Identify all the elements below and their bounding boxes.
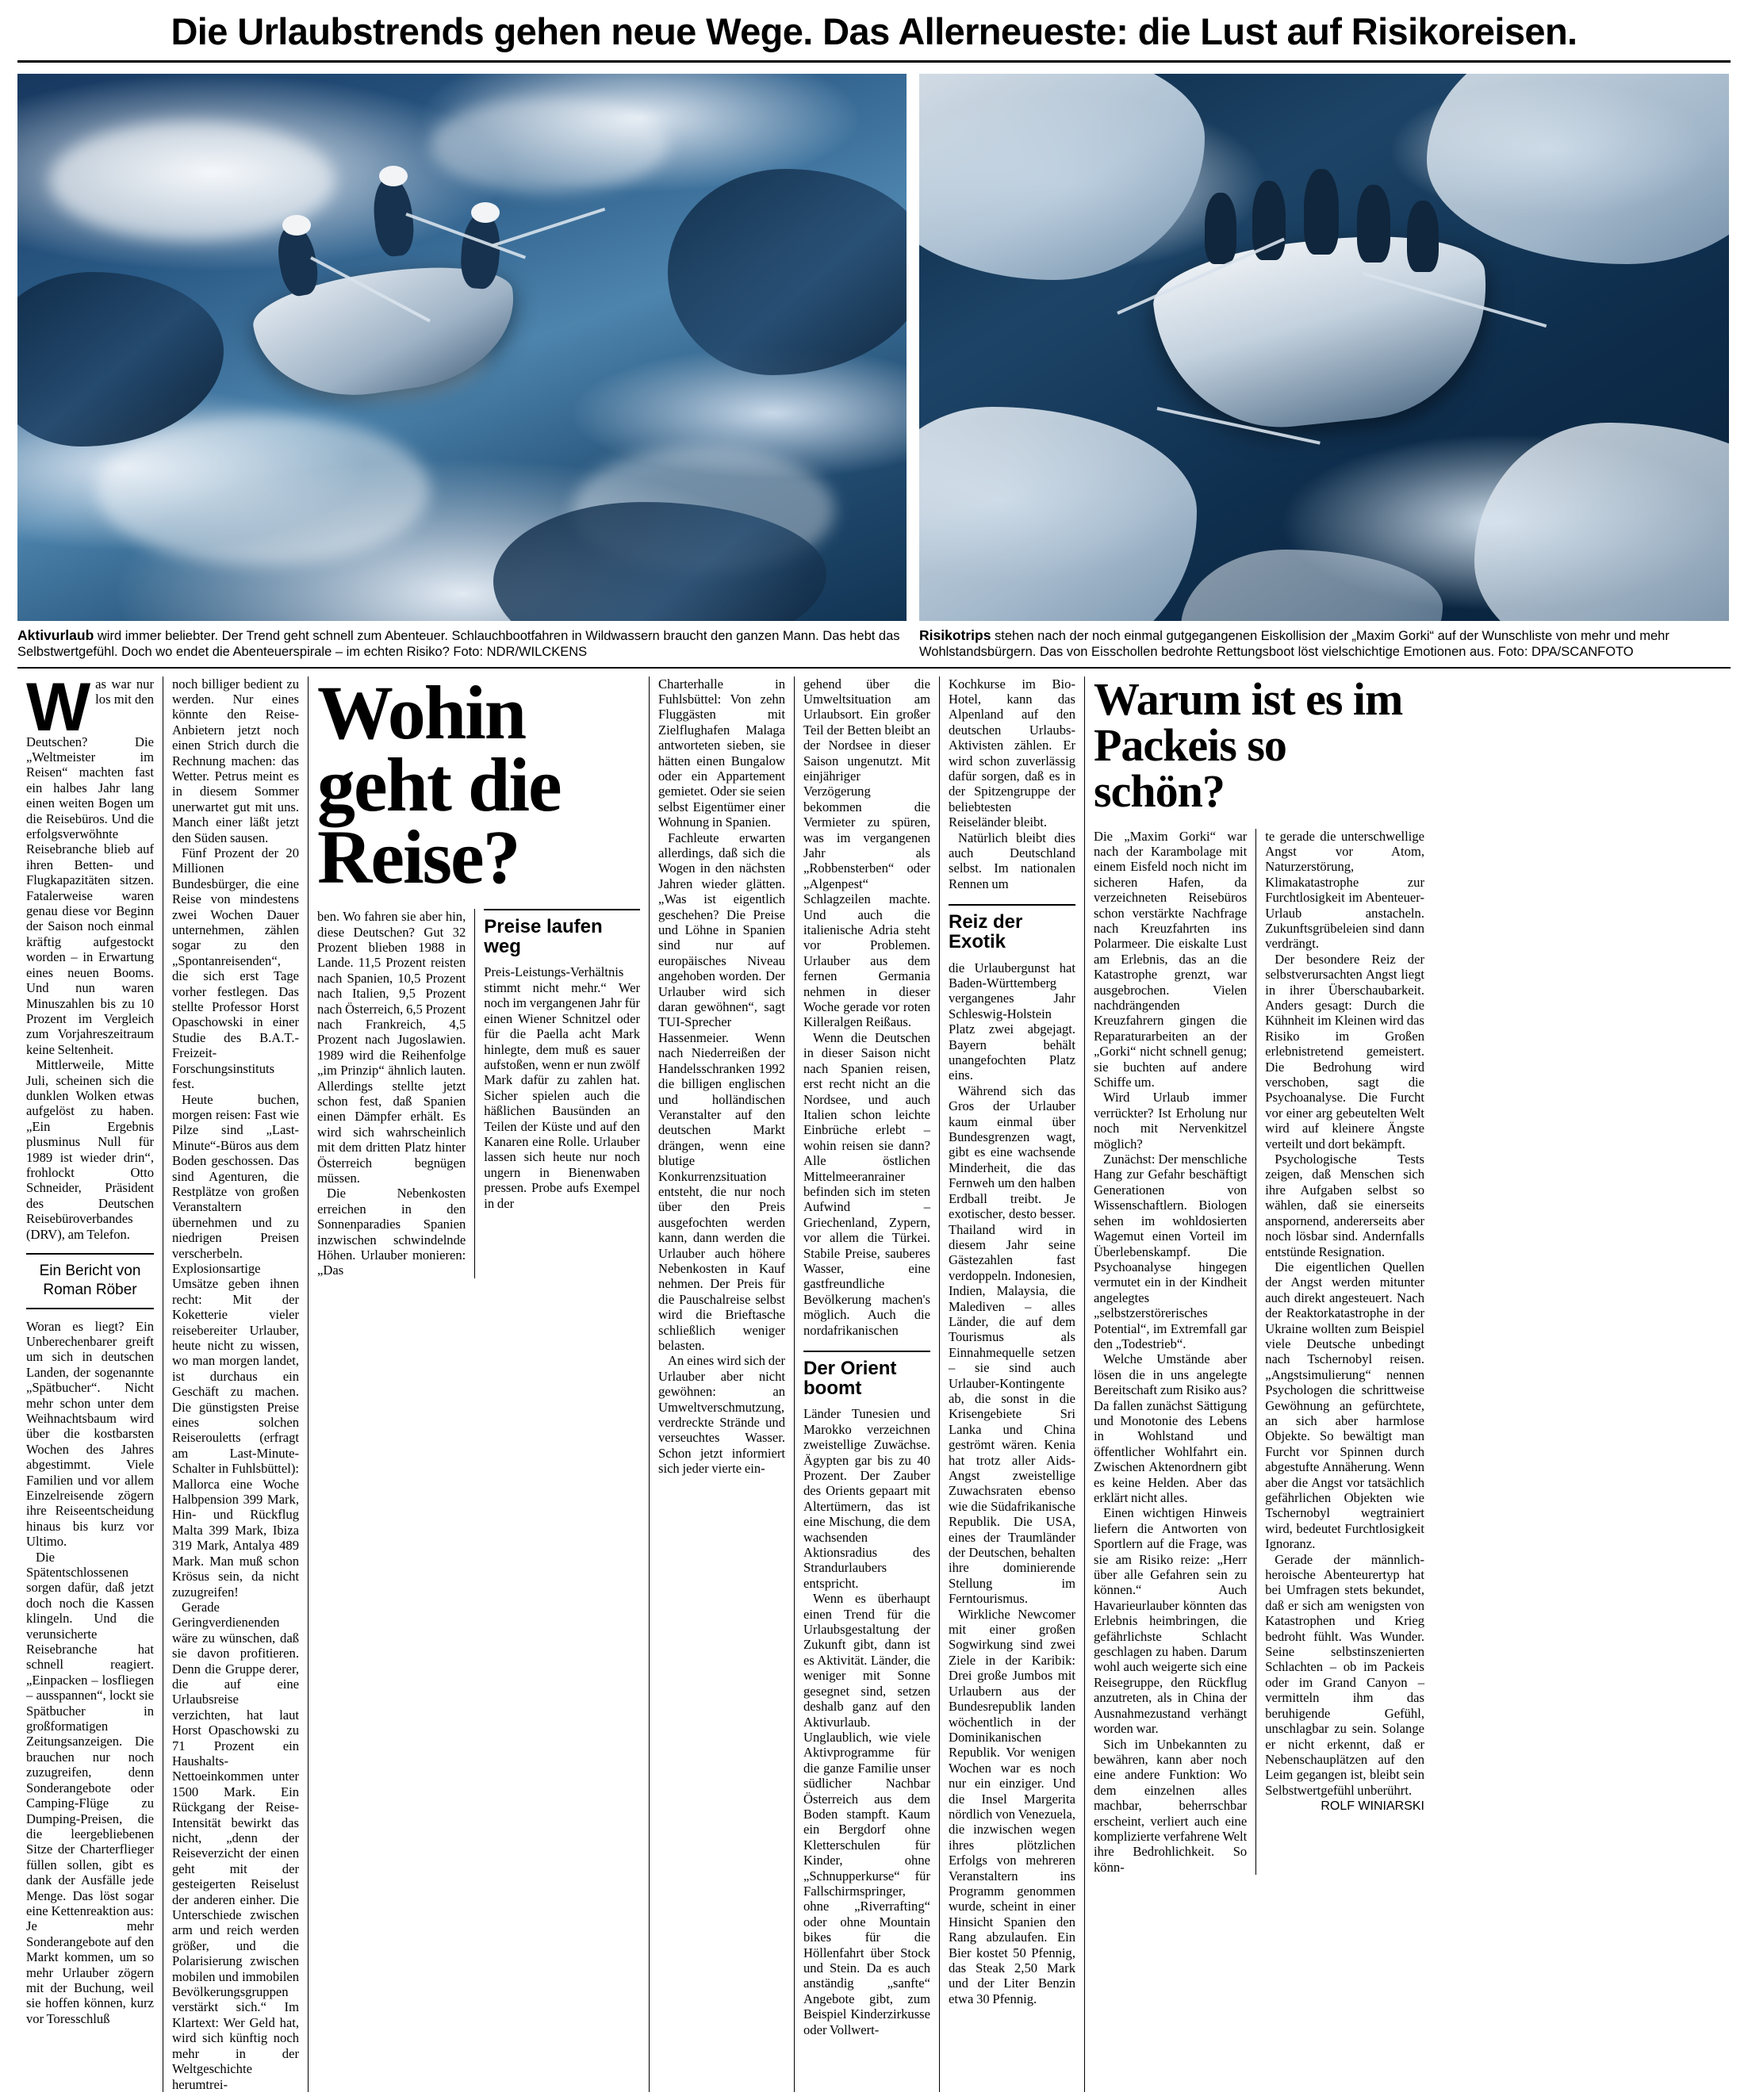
lifeboat-photo-block — [919, 74, 1729, 621]
text-column-1 — [17, 669, 163, 2092]
text-column-3 — [308, 669, 649, 2092]
paragraph: Woran es liegt? Ein Unberechenbarer greift um sich in deutschen Landen, der sogenannte „Spätbucher“. Nicht mehr schon unter dem Weihnachtsbaum wird über die kostbarsten Wochen des Jahres abgestimmt. Viele Familien und vor allem Einzelreisende zögern ihre Reiseentscheidung hinaus bis kurz vor Ultimo. — [26, 1318, 154, 1550]
rafting-caption-lead: Aktivurlaub — [17, 627, 94, 643]
paragraph: gehend über die Umweltsituation am Urlaubsort. Ein großer Teil der Betten bleibt an der Nordsee in dieser Saison ungenutzt. Mit einjähriger Verzögerung bekommen die Vermieter zu spüren, was im vergangenen Jahr als „Robbensterben“ oder „Algenpest“ Schlagzeilen machte. Und auch die italienische Adria steht vor Problemen. Urlauber aus dem fernen Germania nehmen in dieser Woche gerade vor roten Killeralgen Reißaus. — [803, 676, 930, 1030]
author-signature: ROLF WINIARSKI — [1321, 1799, 1424, 1814]
paragraph: Wirkliche Newcomer mit einer großen Sogwirkung sind zwei Ziele in der Karibik: Drei große Jumbos mit Urlaubern aus der Bundesrepublik landen wöchentlich in der Dominikanischen Republik. Vor wenigen Wochen war es noch nur ein einziger. Und die Insel Margerita nördlich von Venezuela, die inzwischen wegen ihres plötzlichen Erfolgs von mehreren Veranstaltern ins Programm genommen wurde, scheint in einer Hinsicht Spanien den Rang abzulaufen. Ein Bier kostet 50 Pfennig, das Steak 2,50 Mark und der Liter Benzin etwa 30 Pfennig. — [949, 1606, 1075, 2006]
text-column-4 — [649, 676, 794, 2092]
text-column-feature — [1084, 673, 1433, 2092]
paragraph: Charterhalle in Fuhlsbüttel: Von zehn Fluggästen mit Zielflughafen Malaga antworteten sieben, sie hätten einen Bungalow oder ein Appartement gemietet. Oder sie seien selbst Eigentümer einer Wohnung in Spanien. — [658, 676, 785, 830]
paragraph: die Urlaubergunst hat Baden-Württemberg vergangenes Jahr Schleswig-Holstein Platz zwei abgejagt. Bayern behält unangefochten Platz eins. — [949, 960, 1075, 1083]
paragraph: Länder Tunesien und Marokko verzeichnen zweistellige Zuwächse. Ägypten gar bis zu 40 Prozent. Der Zauber des Orients gepaart mit Altertümern, das ist eine Mischung, die dem wachsenden Aktionsradius des Strandurlaubers entspricht. — [803, 1406, 930, 1591]
byline-line-1: Ein Bericht von — [39, 1263, 141, 1280]
text-column-2 — [163, 676, 308, 2092]
rafting-caption-text: wird immer beliebter. Der Trend geht schnell zum Abenteuer. Schlauchbootfahren in Wildwassern braucht den ganzen Mann. Das hebt das Selbstwertgefühl. Doch wo endet die Abenteuerspirale – im echten Risiko? — [17, 628, 900, 659]
article-title: Wohin geht die Reise? — [317, 669, 561, 899]
paragraph: Während sich das Gros der Urlauber kaum einmal über Bundesgrenzen wagt, gibt es eine wachsende Minderheit, die das Fernweh um den halben Erdball treibt. Je exotischer, desto besser. Thailand wird in diesem Jahr seine Gästezahlen fast verdoppeln. Indonesien, Indien, Malaysia, die Malediven – alles Länder, die auf dem Tourismus als Einnahmequelle setzen – sie sind auch Urlauber-Kontingente ab, die sonst in die Krisengebiete Sri Lanka und China geströmt wären. Kenia hat trotz aller Aids-Angst zweistellige Zuwachsraten ebenso wie die Südafrikanische Republik. Die USA, eines der Traumländer der Deutschen, behalten ihre dominierende Stellung im Ferntourismus. — [949, 1083, 1075, 1607]
rafting-photo — [17, 74, 907, 621]
paragraph: Fünf Prozent der 20 Millionen Bundesbürger, die eine Reise von mindestens zwei Wochen Dauer unternehmen, zählen sogar zu den „Spontanreisenden“, die sich erst Tage vorher festlegen. Das stellte Professor Horst Opaschowski in einer Studie des B.A.T.-Freizeit-Forschungsinstituts fest. — [172, 845, 299, 1092]
paragraph: Wenn die Deutschen in dieser Saison nicht nach Spanien reisen, erst recht nicht an die Nordsee, und auch Italien schon leichte Einbrüche erlebt – wohin reisen sie dann? Alle östlichen Mittelmeeranrainer befinden sich im steten Aufwind – Griechenland, Zypern, vor allem die Türkei. Stabile Preise, sauberes Wasser, eine gastfreundliche Bevölkerung machen's möglich. Auch die nordafrikanischen — [803, 1029, 930, 1338]
paragraph: Gerade Geringverdienenden wäre zu wünschen, daß sie davon profitieren. Denn die Gruppe derer, die auf eine Urlaubsreise verzichten, hat laut Horst Opaschowski zu 71 Prozent ein Haushalts-Nettoeinkommen unter 1500 Mark. Ein Rückgang der Reise-Intensität bewirkt das nicht, „denn der Reiseverzicht der einen geht mit der gesteigerten Reiselust der anderen einher. Die Unterschiede zwischen arm und reich werden größer, und die Polarisierung zwischen mobilen und immobilen Bevölkerungsgruppen verstärkt sich.“ Im Klartext: Wer Geld hat, wird sich künftig noch mehr in der Weltgeschichte herumtrei- — [172, 1599, 299, 2092]
rafting-photo-block — [17, 74, 907, 621]
paragraph: noch billiger bedient zu werden. Nur eines könnte den Reise-Anbietern jetzt noch einen Strich durch die Rechnung machen: das Wetter. Petrus meint es in diesem Sommer unerwartet gut mit uns. Manch einer läßt jetzt den Süden sausen. — [172, 676, 299, 845]
paragraph: Natürlich bleibt dies auch Deutschland selbst. Im nationalen Rennen um — [949, 830, 1075, 891]
text-column-6 — [939, 676, 1084, 2092]
paragraph: Die Spätentschlossenen sorgen dafür, daß jetzt doch noch die Kassen klingeln. Und die verunsicherte Reisebranche hat schnell reagiert. „Einpacken – losfliegen – ausspannen“, lockt sie Spätbucher in großformatigen Zeitungsanzeigen. Die brauchen nur noch zuzugreifen, denn Sonderangebote oder Camping-Flüge zu Dumping-Preisen, die die leergebliebenen Sitze der Charterflieger füllen sollen, gibt es dank der Ausfälle jede Menge. Das löst sogar eine Kettenreaktion aus: Je mehr Sonderangebote auf den Markt kommen, um so mehr Urlauber zögern mit der Buchung, weil sie hoffen können, kurz vor Toresschluß — [26, 1549, 154, 2026]
paragraph: An eines wird sich der Urlauber aber nicht gewöhnen: an Umweltverschmutzung, verdreckte Strände und verseuchtes Wasser. Schon jetzt informiert sich jeder vierte ein- — [658, 1353, 785, 1477]
paragraph: Die Nebenkosten erreichen in den Sonnenparadies Spanien inzwischen schwindelnde Höhen. Urlauber monieren: „Das — [317, 1186, 466, 1278]
paragraph: Welche Umstände aber lösen die in uns angelegte Bereitschaft zum Risiko aus? Da fallen zunächst Sättigung und Monotonie des Lebens in Wohlstand und öffentlicher Wohlfahrt ein. Zwischen Aktenordnern gibt es keine Helden. Aber das erklärt nicht alles. — [1094, 1351, 1248, 1505]
paragraph: Gerade der männlich-heroische Abenteurertyp hat bei Umfragen stets bekundet, daß er sich am wenigsten von Katastrophen und Krieg bedroht fühlt. Was Wunder. Seine selbstinszenierten Schlachten – ob im Packeis oder im Grand Canyon – vermitteln ihm das beruhigende Gefühl, unschlagbar zu sein. Solange er nicht erkennt, daß er Nebenschauplätzen auf den Leim gegangen ist, bleibt sein Selbstwertgefühl unberührt. — [1265, 1551, 1424, 1798]
paragraph: Wenn es überhaupt einen Trend für die Urlaubsgestaltung der Zukunft gibt, dann ist es Aktivität. Länder, die weniger mit Sonne gesegnet sind, setzen deshalb ganz auf den Aktivurlaub. Unglaublich, wie viele Aktivprogramme für die ganze Familie unser südlicher Nachbar Österreich aus dem Boden stampft. Kaum ein Bergdorf ohne Kletterschulen für Kinder, ohne „Schnupperkurse“ für Fallschirmspringer, ohne „Riverrafting“ oder ohne Mountain bikes für die Höllenfahrt über Stock und Stein. Da es auch anständig „sanfte“ Angebote gibt, zum Beispiel Kinderzirkusse oder Vollwert- — [803, 1591, 930, 2037]
lifeboat-caption — [919, 627, 1729, 661]
lifeboat-photo-credit: Foto: DPA/SCANFOTO — [1497, 644, 1634, 659]
paragraph: Sich im Unbekannten zu bewähren, kann aber noch eine andere Funktion: Wo dem einzelnen alles machbar, beherrschbar erscheint, verliert auch eine komplizierte verfahrene Welt ihre Bedrohlichkeit. So könn- — [1094, 1736, 1248, 1875]
lifeboat-caption-lead: Risikotrips — [919, 627, 991, 643]
paragraph: Die „Maxim Gorki“ war nach der Karambolage mit einem Eisfeld noch nicht im sicheren Hafen, da verzeichneten Reisebüros schon verstärkte Nachfrage nach Kreuzfahrten ins Polarmeer. Die eiskalte Lust am Erlebnis, das an die Katastrophe grenzt, war ausgebrochen. Vielen nachdrängenden Kreuzfahrern gingen die Reparaturarbeiten an der „Gorki“ nicht schnell genug; sie buchten auf andere Schiffe um. — [1094, 828, 1248, 1090]
article-body — [17, 669, 1731, 2092]
rafting-photo-credit: Foto: NDR/WILCKENS — [453, 644, 588, 659]
caption-row — [17, 627, 1731, 669]
paragraph: Einen wichtigen Hinweis liefern die Antworten von Sportlern auf die Frage, was sie am Risiko reize: „Herr über alle Gefahren sein zu können.“ Auch Havarieurlauber könnten das Erlebnis heimbringen, die gefährlichste Schlacht geschlagen zu haben. Darum wohl auch weigerte sich eine Reisegruppe, den Rückflug anzutreten, als in China der Ausnahmezustand verhängt worden war. — [1094, 1505, 1248, 1737]
subhead-orient: Der Orient boomt — [803, 1351, 930, 1398]
paragraph: Der besondere Reiz der selbstverursachten Angst liegt in ihrer Überschaubarkeit. Anders gesagt: Durch die Kühnheit im Kleinen wird das Risiko im Großen erlebnistretend gemeistert. Die Bedrohung wird verschoben, sagt die Psychoanalyse. Die Furcht vor einer arg gebeutelten Welt wird auf kleinere Ängste verteilt und dort bekämpft. — [1265, 951, 1424, 1152]
paragraph: Wird Urlaub immer verrückter? Ist Erholung nur noch mit Nervenkitzel möglich? — [1094, 1090, 1248, 1152]
byline-line-2: Roman Röber — [43, 1281, 137, 1298]
photo-row — [17, 74, 1731, 621]
page-headline: Die Urlaubstrends gehen neue Wege. Das Allerneueste: die Lust auf Risikoreisen. — [17, 11, 1731, 63]
paragraph: Mittlerweile, Mitte Juli, scheinen sich die dunklen Wolken etwas aufgelöst zu haben. „Ein Ergebnis plusminus Null für 1989 ist wieder drin“, frohlockt Otto Schneider, Präsident des Deutschen Reisebüroverbandes (DRV), am Telefon. — [26, 1057, 154, 1242]
paragraph: Preis-Leistungs-Verhältnis stimmt nicht mehr.“ Wer noch im vergangenen Jahr für einen Wiener Schnitzel oder für die Paella acht Mark hinlegte, dem muß es sauer aufstoßen, wenn er nun zwölf Mark dafür zu zahlen hat. Sicher spielen auch die häßlichen Bausünden an Teilen der Küste und auf den Kanaren eine Rolle. Urlauber lassen sich heute nur noch ungern in Bienenwaben pressen. Probe aufs Exempel in der — [484, 964, 640, 1211]
feature-title: Warum ist es im Packeis so schön? — [1094, 673, 1403, 817]
paragraph: Zunächst: Der menschliche Hang zur Gefahr beschäftigt Generationen von Wissenschaftlern. Biologen sehen im wohldosierten Wagemut einen Vorteil im Überlebenskampf. Die Psychoanalyse hingegen vermutet ein in der Kindheit angelegtes „selbstzerstörerisches Potential“, im Extremfall gar den „Todestrieb“. — [1094, 1152, 1248, 1351]
paragraph: Was war nur los mit den Deutschen? Die „Weltmeister im Reisen“ machten fast ein halbes Jahr lang einen weiten Bogen um die Reisebüros. Und die erfolgsverwöhnte Reisebranche blieb auf ihren Betten- und Flugkapazitäten sitzen. Fatalerweise waren genau diese vor Beginn der Saison noch einmal kräftig aufgestockt worden – in Erwartung eines neuen Booms. Und nun waren Minuszahlen bis zu 10 Prozent im Vergleich zum Vorjahreszeitraum keine Seltenheit. — [26, 669, 154, 1057]
lifeboat-photo — [919, 74, 1729, 621]
rafting-caption — [17, 627, 907, 661]
paragraph: Heute buchen, morgen reisen: Fast wie Pilze sind „Last-Minute“-Büros aus dem Boden geschossen. Das sind Agenturen, die Restplätze von großen Veranstaltern übernehmen und zu niedrigen Preisen verscherbeln. Explosionsartige Umsätze geben ihnen recht: Mit der Koketterie vieler reisebereiter Urlauber, heute nicht zu wissen, wo man morgen landet, ist durchaus ein Geschäft zu machen. Die günstigsten Preise eines solchen Reiserouletts (erfragt am Last-Minute-Schalter in Fuhlsbüttel): Mallorca eine Woche Halbpension 399 Mark, Hin- und Rückflug Malta 399 Mark, Ibiza 319 Mark, Antalya 489 Mark. Man muß schon Krösus sein, da nicht zuzugreifen! — [172, 1091, 299, 1600]
subhead-preise: Preise laufen weg — [484, 909, 640, 956]
paragraph: Fachleute erwarten allerdings, daß sich die Wogen in den nächsten Jahren wieder glätten. „Was ist eigentlich geschehen? Die Preise und Löhne in Spanien sind nur auf europäisches Niveau angehoben worden. Der Urlauber wird sich daran gewöhnen“, sagt TUI-Sprecher Hassenmeier. Wenn nach Niederreißen der Handelsschranken 1992 die billigen englischen und holländischen Veranstalter auf den deutschen Markt drängen, wenn eine blutige Konkurrenzsituation entsteht, die nur noch über den Preis ausgefochten werden kann, dann werden die Urlauber auch höhere Nebenkosten in Kauf nehmen. Der Preis für die Pauschalreise selbst wird die Brieftasche schließlich weniger belasten. — [658, 830, 785, 1353]
lifeboat-caption-text: stehen nach der noch einmal gutgegangenen Eiskollision der „Maxim Gorki“ auf der Wunschliste von mehr und mehr Wohlstandsbürgern. Das von Eisschollen bedrohte Rettungsboot löst vielschichtige Emotionen aus. — [919, 628, 1669, 659]
subhead-exotik: Reiz der Exotik — [949, 904, 1075, 952]
text-column-5 — [794, 676, 939, 2092]
byline — [26, 1253, 154, 1309]
paragraph: Kochkurse im Bio-Hotel, kann das Alpenland auf den deutschen Urlaubs-Aktivisten zählen. Er wird schon zuverlässig dafür sorgen, daß es in der Spitzengruppe der beliebtesten Reiseländer bleibt. — [949, 676, 1075, 830]
paragraph: Psychologische Tests zeigen, daß Menschen sich ihre Aufgaben selbst so wählen, daß sie einerseits anspornend, andererseits aber noch lösbar sind. Andernfalls entstünde Resignation. — [1265, 1152, 1424, 1259]
paragraph: Die eigentlichen Quellen der Angst werden mitunter auch direkt angesteuert. Nach der Reaktorkatastrophe in der Ukraine wollten zum Beispiel viele Deutsche unbedingt nach Tschernobyl reisen. „Angstsimulierung“ nennen Psychologen die schrittweise Gewöhnung an gefürchtete, an sich aber harmlose Objekte. So bewältigt man Furcht vor Spinnen durch abgestufte Annäherung. Wenn aber die Angst vor tatsächlich gefährlichen Objekten wie Tschernobyl wegtrainiert wird, bedeutet Furchtlosigkeit Ignoranz. — [1265, 1259, 1424, 1552]
paragraph: ben. Wo fahren sie aber hin, diese Deutschen? Gut 32 Prozent blieben 1988 in Lande. 11,5 Prozent reisten nach Spanien, 10,5 Prozent nach Italien, 9,5 Prozent nach Österreich, 6,5 Prozent nach Frankreich, 4,5 Prozent nach Jugoslawien. 1989 wird die Reihenfolge „im Prinzip“ ähnlich lauten. Allerdings stellte jetzt schon fest, daß Spanien einen Dämpfer erhält. Es wird sich wahrscheinlich mit dem dritten Platz hinter Österreich begnügen müssen. — [317, 909, 466, 1186]
paragraph: te gerade die unterschwellige Angst vor Atom, Naturzerstörung, Klimakatastrophe zur Furchtlosigkeit im Abenteuer-Urlaub anstacheln. Zukunftsgrübeleien sind dann verdrängt. — [1265, 828, 1424, 952]
